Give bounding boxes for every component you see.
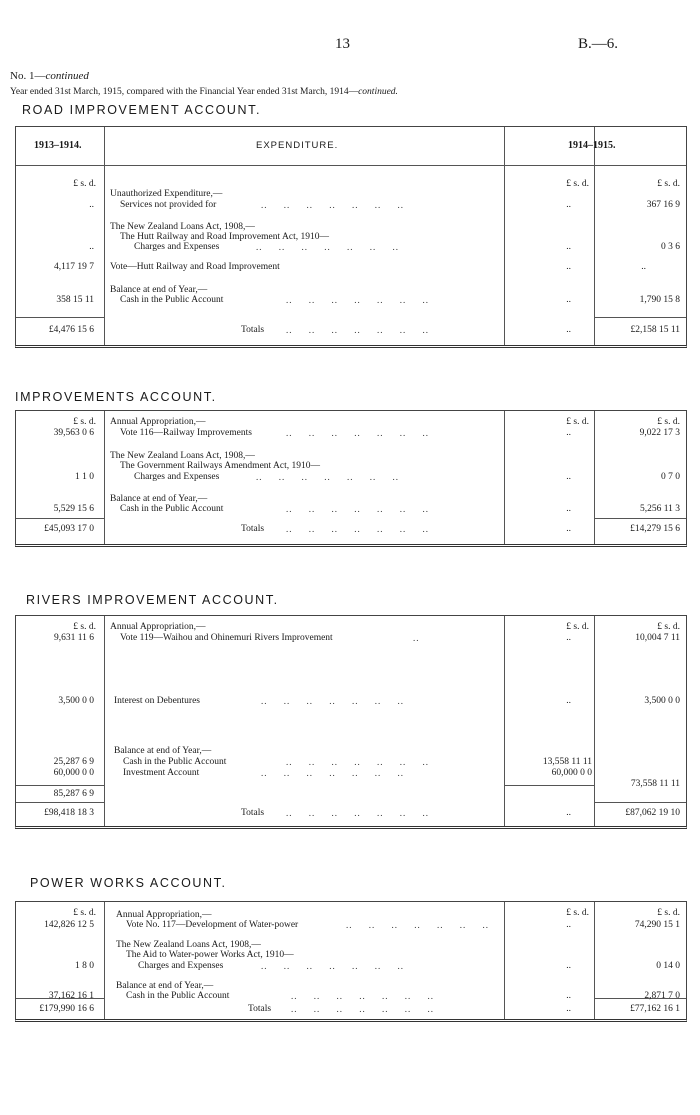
year-line-text: Year ended 31st March, 1915, compared with the Financial Year ended 31st March, 1914— xyxy=(10,87,359,97)
amount-1914: 0 7 0 xyxy=(661,472,680,482)
totals-label: Totals xyxy=(241,325,265,335)
row-label-sub: The Aid to Water-power Works Act, 1910— xyxy=(126,950,294,960)
row-label-sub: The Hutt Railway and Road Improvement Act, 1910— xyxy=(120,232,329,242)
total-1914: £2,158 15 11 xyxy=(630,325,680,335)
amount-1914-detail: .. xyxy=(566,504,571,514)
row-label: Vote—Hutt Railway and Road Improvement xyxy=(110,262,280,272)
leader-dots: .. .. .. .. .. .. .. xyxy=(261,696,404,706)
amount-1914: 73,558 11 11 xyxy=(630,779,680,789)
row-label-heading: Balance at end of Year,— xyxy=(114,746,212,756)
total-1913: £98,418 18 3 xyxy=(44,808,94,818)
row-label: Charges and Expenses xyxy=(134,242,220,252)
amount-1914: 0 3 6 xyxy=(661,242,680,252)
amount-1914-detail: .. xyxy=(566,242,571,252)
currency-header: £ s. d. xyxy=(657,417,680,427)
row-label: Vote No. 117—Development of Water-power xyxy=(126,920,299,930)
leader-dots: .. .. .. .. .. .. .. xyxy=(286,757,429,767)
leader-dots: .. .. .. .. .. .. .. xyxy=(291,991,434,1001)
total-1913: £4,476 15 6 xyxy=(48,325,94,335)
totals-label: Totals xyxy=(241,524,265,534)
leader-dots: .. .. .. .. .. .. .. xyxy=(261,200,404,210)
year-line-continued: continued. xyxy=(358,87,398,97)
year-line xyxy=(10,87,398,97)
total-1913: £179,990 16 6 xyxy=(39,1004,94,1014)
amount-1913: 39,563 0 6 xyxy=(53,428,94,438)
row-label-heading: Balance at end of Year,— xyxy=(110,494,208,504)
road-section-title: ROAD IMPROVEMENT ACCOUNT. xyxy=(22,103,262,117)
leader-dots: .. .. .. .. .. .. .. xyxy=(286,808,429,818)
totals-label: Totals xyxy=(248,1004,272,1014)
total-1914-detail: .. xyxy=(566,1004,571,1014)
currency-header: £ s. d. xyxy=(566,908,589,918)
row-label-heading: Unauthorized Expenditure,— xyxy=(110,189,223,199)
row-label: Charges and Expenses xyxy=(138,961,224,971)
total-1914: £77,162 16 1 xyxy=(630,1004,680,1014)
leader-dots: .. .. .. .. .. .. .. xyxy=(346,920,489,930)
amount-1914: 74,290 15 1 xyxy=(634,920,680,930)
amount-1913: .. xyxy=(89,200,94,210)
currency-header: £ s. d. xyxy=(566,622,589,632)
row-label: Interest on Debentures xyxy=(114,696,200,706)
document-reference: B.—6. xyxy=(578,36,619,52)
row-label: Cash in the Public Account xyxy=(120,504,224,514)
amount-1914-detail: 60,000 0 0 xyxy=(551,768,592,778)
amount-1913: 1 1 0 xyxy=(75,472,94,482)
amount-1913: 60,000 0 0 xyxy=(53,768,94,778)
rivers-section-title: RIVERS IMPROVEMENT ACCOUNT. xyxy=(26,593,279,607)
improvements-account-table xyxy=(15,410,687,547)
leader-dots: .. .. .. .. .. .. .. xyxy=(286,295,429,305)
currency-header: £ s. d. xyxy=(73,908,96,918)
row-label: Cash in the Public Account xyxy=(126,991,230,1001)
amount-1914: .. xyxy=(641,262,646,272)
amount-1914-detail: 13,558 11 11 xyxy=(542,757,592,767)
road-col-expenditure: EXPENDITURE. xyxy=(256,140,339,151)
total-1914-detail: .. xyxy=(566,524,571,534)
page-number: 13 xyxy=(335,36,350,52)
amount-1913: .. xyxy=(89,242,94,252)
totals-label: Totals xyxy=(241,808,265,818)
total-1914-detail: .. xyxy=(566,325,571,335)
amount-1914: 9,022 17 3 xyxy=(639,428,680,438)
amount-1914-detail: .. xyxy=(566,696,571,706)
currency-header: £ s. d. xyxy=(73,622,96,632)
leader-dots: .. .. .. .. .. .. .. xyxy=(261,961,404,971)
leader-dots: .. .. .. .. .. .. .. xyxy=(256,472,399,482)
currency-header: £ s. d. xyxy=(657,179,680,189)
amount-1913: 358 15 11 xyxy=(56,295,94,305)
amount-1913: 1 8 0 xyxy=(75,961,94,971)
row-label-heading: Annual Appropriation,— xyxy=(110,417,206,427)
row-label-heading: The New Zealand Loans Act, 1908,— xyxy=(110,222,255,232)
amount-1914-detail: .. xyxy=(566,991,571,1001)
currency-header: £ s. d. xyxy=(73,179,96,189)
road-col-1913: 1913–1914. xyxy=(34,140,82,151)
leader-dots: .. xyxy=(413,633,420,643)
currency-header: £ s. d. xyxy=(657,622,680,632)
row-label: Vote 116—Railway Improvements xyxy=(120,428,252,438)
amount-1914-detail: .. xyxy=(566,920,571,930)
row-label-heading: The New Zealand Loans Act, 1908,— xyxy=(116,940,261,950)
power-section-title: POWER WORKS ACCOUNT. xyxy=(30,876,227,890)
total-1914: £87,062 19 10 xyxy=(625,808,680,818)
amount-1913: 9,631 11 6 xyxy=(53,633,94,643)
power-account-table xyxy=(15,901,687,1022)
row-label-heading: Annual Appropriation,— xyxy=(116,910,212,920)
row-label: Cash in the Public Account xyxy=(120,295,224,305)
amount-1914: 3,500 0 0 xyxy=(644,696,680,706)
amount-1914: 0 14 0 xyxy=(656,961,680,971)
leader-dots: .. .. .. .. .. .. .. xyxy=(256,242,399,252)
total-1914-detail: .. xyxy=(566,808,571,818)
statement-continued: continued xyxy=(45,70,89,82)
leader-dots: .. .. .. .. .. .. .. xyxy=(286,325,429,335)
row-label-sub: The Government Railways Amendment Act, 1910— xyxy=(120,461,320,471)
subtotal-1913: 85,287 6 9 xyxy=(53,789,94,799)
row-label: Services not provided for xyxy=(120,200,217,210)
leader-dots: .. .. .. .. .. .. .. xyxy=(286,524,429,534)
currency-header: £ s. d. xyxy=(73,417,96,427)
statement-no-label: No. 1— xyxy=(10,70,46,82)
amount-1914: 367 16 9 xyxy=(646,200,680,210)
amount-1913: 142,826 12 5 xyxy=(44,920,94,930)
amount-1914-detail: .. xyxy=(566,472,571,482)
currency-header: £ s. d. xyxy=(657,908,680,918)
leader-dots: .. .. .. .. .. .. .. xyxy=(286,504,429,514)
amount-1914: 5,256 11 3 xyxy=(639,504,680,514)
leader-dots: .. .. .. .. .. .. .. xyxy=(286,428,429,438)
road-col-1915: 1914–1915. xyxy=(568,140,616,151)
amount-1913: 4,117 19 7 xyxy=(53,262,94,272)
total-1913: £45,093 17 0 xyxy=(44,524,94,534)
row-label: Investment Account xyxy=(123,768,200,778)
amount-1914-detail: .. xyxy=(566,428,571,438)
row-label: Vote 119—Waihou and Ohinemuri Rivers Improvement xyxy=(120,633,333,643)
improvements-section-title: IMPROVEMENTS ACCOUNT. xyxy=(15,390,217,404)
row-label-heading: Balance at end of Year,— xyxy=(116,981,214,991)
amount-1914-detail: .. xyxy=(566,262,571,272)
amount-1913: 5,529 15 6 xyxy=(53,504,94,514)
amount-1913: 3,500 0 0 xyxy=(58,696,94,706)
row-label: Charges and Expenses xyxy=(134,472,220,482)
currency-header: £ s. d. xyxy=(566,417,589,427)
amount-1914: 1,790 15 8 xyxy=(639,295,680,305)
amount-1914-detail: .. xyxy=(566,633,571,643)
amount-1914-detail: .. xyxy=(566,295,571,305)
total-1914: £14,279 15 6 xyxy=(630,524,680,534)
amount-1914-detail: .. xyxy=(566,200,571,210)
row-label-heading: Balance at end of Year,— xyxy=(110,285,208,295)
road-account-table xyxy=(15,126,687,348)
leader-dots: .. .. .. .. .. .. .. xyxy=(291,1004,434,1014)
rivers-account-table xyxy=(15,615,687,829)
amount-1914: 2,871 7 0 xyxy=(644,991,680,1001)
row-label-heading: Annual Appropriation,— xyxy=(110,622,206,632)
amount-1913: 25,287 6 9 xyxy=(53,757,94,767)
leader-dots: .. .. .. .. .. .. .. xyxy=(261,768,404,778)
row-label: Cash in the Public Account xyxy=(123,757,227,767)
statement-number xyxy=(10,70,89,82)
amount-1913: 37,162 16 1 xyxy=(48,991,94,1001)
amount-1914-detail: .. xyxy=(566,961,571,971)
row-label-heading: The New Zealand Loans Act, 1908,— xyxy=(110,451,255,461)
amount-1914: 10,004 7 11 xyxy=(635,633,680,643)
currency-header: £ s. d. xyxy=(566,179,589,189)
